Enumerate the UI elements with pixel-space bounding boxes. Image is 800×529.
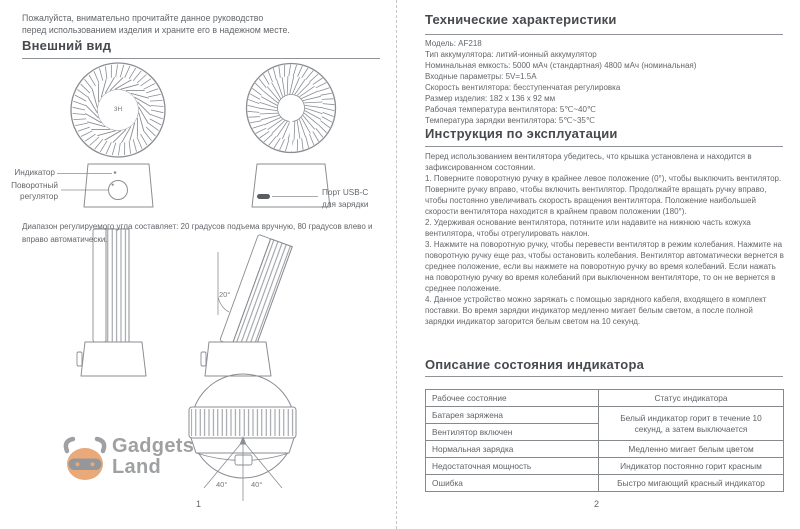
- indicator-status-title: Описание состояния индикатора: [425, 357, 645, 372]
- spec-line: Размер изделия: 182 x 136 x 92 мм: [425, 94, 556, 103]
- fan-side-view-upright: [77, 229, 146, 376]
- instruction-paragraph: Перед использованием вентилятора убедитесь, что крышка установлена и находится в зафиксированном состоянии.: [425, 152, 752, 172]
- instruction-paragraph: 4. Данное устройство можно заряжать с помощью зарядного кабеля, входящего в комплект поставки. Во время зарядки индикатор медленно мигает белым светом, а после полной зарядки индикатор загорится белым светом на 10 секунд.: [425, 295, 767, 326]
- spec-line: Рабочая температура вентилятора: 5℃~40℃: [425, 105, 596, 114]
- status-header-cell: Статус индикатора: [599, 390, 784, 407]
- fan-hub-logo: 3H: [113, 106, 123, 113]
- fan-back-view: [247, 64, 336, 208]
- indicator-led-dot: [114, 171, 117, 174]
- fan-base-front: [84, 164, 153, 207]
- state-cell: Батарея заряжена: [426, 407, 599, 424]
- spec-line: Входные параметры: 5V=1.5A: [425, 72, 537, 81]
- state-cell: Ошибка: [426, 475, 599, 492]
- swing-left-value: 40°: [216, 480, 228, 489]
- specs-divider: [425, 34, 783, 35]
- instruction-paragraph: 3. Нажмите на поворотную ручку, чтобы перевести вентилятор в режим колебания. Нажмите на поворотную ручку еще раз, чтобы остановить колебания. Вентилятор автоматически вернется в среднее положение, если вы нажмете на поворотную ручку во время колебаний. Если нажать на поворотную ручку во время колебаний при выключенном вентиляторе, то он не вернется в среднее положение.: [425, 240, 784, 293]
- specs-title: Технические характеристики: [425, 12, 617, 27]
- state-cell: Нормальная зарядка: [426, 441, 599, 458]
- intro-text-line1: Пожалуйста, внимательно прочитайте данное руководство: [22, 13, 264, 23]
- instructions-title: Инструкция по эксплуатации: [425, 126, 618, 141]
- tilt-angle-value: 20°: [219, 290, 231, 299]
- spec-line: Температура зарядки вентилятора: 5℃~35℃: [425, 116, 595, 125]
- instruction-paragraph: 2. Удерживая основание вентилятора, потяните или надавите на нижнюю часть кожуха вентилятора, чтобы отрегулировать наклон.: [425, 218, 751, 238]
- state-cell: Вентилятор включен: [426, 424, 599, 441]
- section-title-appearance: Внешний вид: [22, 38, 112, 53]
- state-header-cell: Рабочее состояние: [426, 390, 599, 407]
- page-2: [396, 0, 800, 529]
- table-row: [426, 475, 784, 492]
- fan-base-back: [252, 164, 330, 207]
- status-cell: Индикатор постоянно горит красным: [599, 458, 784, 475]
- status-cell: Белый индикатор горит в течение 10 секунд, а затем выключается: [599, 407, 784, 441]
- watermark-text-line2: Land: [112, 456, 161, 478]
- table-row: [426, 407, 784, 424]
- status-cell: Медленно мигает белым цветом: [599, 441, 784, 458]
- spec-line: Тип аккумулятора: литий-ионный аккумулятор: [425, 50, 597, 59]
- usb-label-line2: для зарядки: [322, 200, 369, 209]
- page-1: [0, 0, 396, 529]
- indicator-status-table: [425, 389, 784, 492]
- spec-line: Модель: AF218: [425, 39, 482, 48]
- indicator-label: Индикатор: [14, 168, 55, 177]
- watermark-text-line1: Gadgets: [112, 435, 195, 457]
- state-cell: Недостаточная мощность: [426, 458, 599, 475]
- knob-label-line1: Поворотный: [11, 181, 58, 190]
- swing-right-value: 40°: [251, 480, 263, 489]
- specs-list: [425, 38, 785, 126]
- tilt-angle-arc: [218, 297, 229, 312]
- table-row: [426, 441, 784, 458]
- knob-label-line2: регулятор: [20, 192, 58, 201]
- table-row: [426, 458, 784, 475]
- table-header-row: [426, 390, 784, 407]
- status-cell: Быстро мигающий красный индикатор: [599, 475, 784, 492]
- usb-label-line1: Порт USB-C: [322, 188, 369, 197]
- intro-text-line2: перед использованием изделия и храните его в надежном месте.: [22, 25, 290, 35]
- instructions-divider: [425, 146, 783, 147]
- indicator-divider: [425, 376, 783, 377]
- instructions-text: [425, 151, 784, 327]
- fan-top-view: [189, 374, 296, 501]
- gadgetsland-mascot-icon: [60, 436, 110, 486]
- spec-line: Скорость вентилятора: бесступенчатая регулировка: [425, 83, 621, 92]
- angle-note-line2: вправо автоматически.: [22, 235, 108, 244]
- page-number-2: 2: [594, 499, 600, 509]
- fan-side-view-tilted: [201, 234, 292, 376]
- instruction-paragraph: 1. Поверните поворотную ручку в крайнее левое положение (0°), чтобы выключить вентилятор. Поверните ручку вправо, чтобы включить вентилятор. Продолжайте вращать ручку вправо, чтобы постоянно увеличивать скорость вращения вентилятора. Положение наибольшей скорости вентилятора находится в крайнем правом положении (180°).: [425, 174, 782, 216]
- angle-note-line1: Диапазон регулируемого угла составляет: 20 градусов подъема вручную, 80 градусов влево и: [22, 222, 373, 231]
- fan-front-view: [57, 63, 165, 207]
- usb-c-port: [257, 194, 270, 199]
- spec-line: Номинальная емкость: 5000 мАч (стандартная) 4800 мАч (номинальная): [425, 61, 697, 70]
- page-number-1: 1: [196, 499, 202, 509]
